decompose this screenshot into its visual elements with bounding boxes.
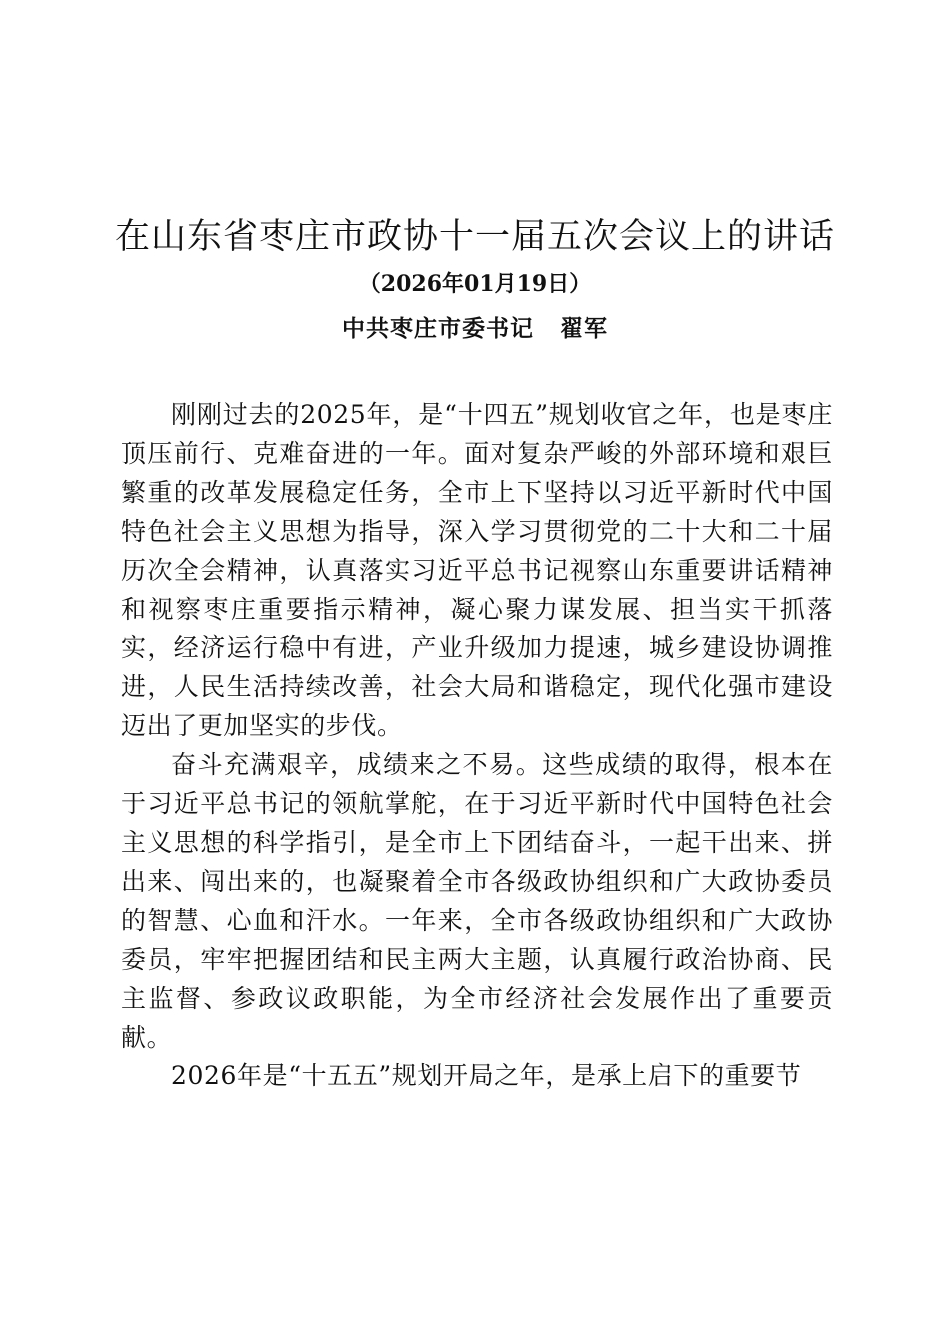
document-title: 在山东省枣庄市政协十一届五次会议上的讲话 [114, 217, 835, 257]
author-name: 翟军 [560, 315, 608, 342]
author-organization: 中共枣庄市委书记 [342, 315, 534, 342]
body-paragraph: 奋斗充满艰辛，成绩来之不易。这些成绩的取得，根本在于习近平总书记的领航掌舵，在于习近平新时代中国特色社会主义思想的科学指引，是全市上下团结奋斗，一起干出来、拼出来、闯出来的，也凝聚着全市各级政协组织和广大政协委员的智慧、心血和汗水。一年来，全市各级政协组织和广大政协委员，牢牢把握团结和民主两大主题，认真履行政治协商、民主监督、参政议政职能，为全市经济社会发展作出了重要贡献。 [121, 750, 833, 1052]
document-author [0, 311, 950, 347]
body-paragraph: 2026年是“十五五”规划开局之年，是承上启下的重要节 [171, 1061, 802, 1091]
body-paragraph: 刚刚过去的2025年，是“十四五”规划收官之年，也是枣庄顶压前行、克难奋进的一年。面对复杂严峻的外部环境和艰巨繁重的改革发展稳定任务，全市上下坚持以习近平新时代中国特色社会主义思想为指导，深入学习贯彻党的二十大和二十届历次全会精神，认真落实习近平总书记视察山东重要讲话精神和视察枣庄重要指示精神，凝心聚力谋发展、担当实干抓落实，经济运行稳中有进，产业升级加力提速，城乡建设协调推进，人民生活持续改善，社会大局和谐稳定，现代化强市建设迈出了更加坚实的步伐。 [121, 400, 833, 741]
document-body [121, 396, 833, 1096]
document-date: （2026年01月19日） [358, 271, 592, 297]
